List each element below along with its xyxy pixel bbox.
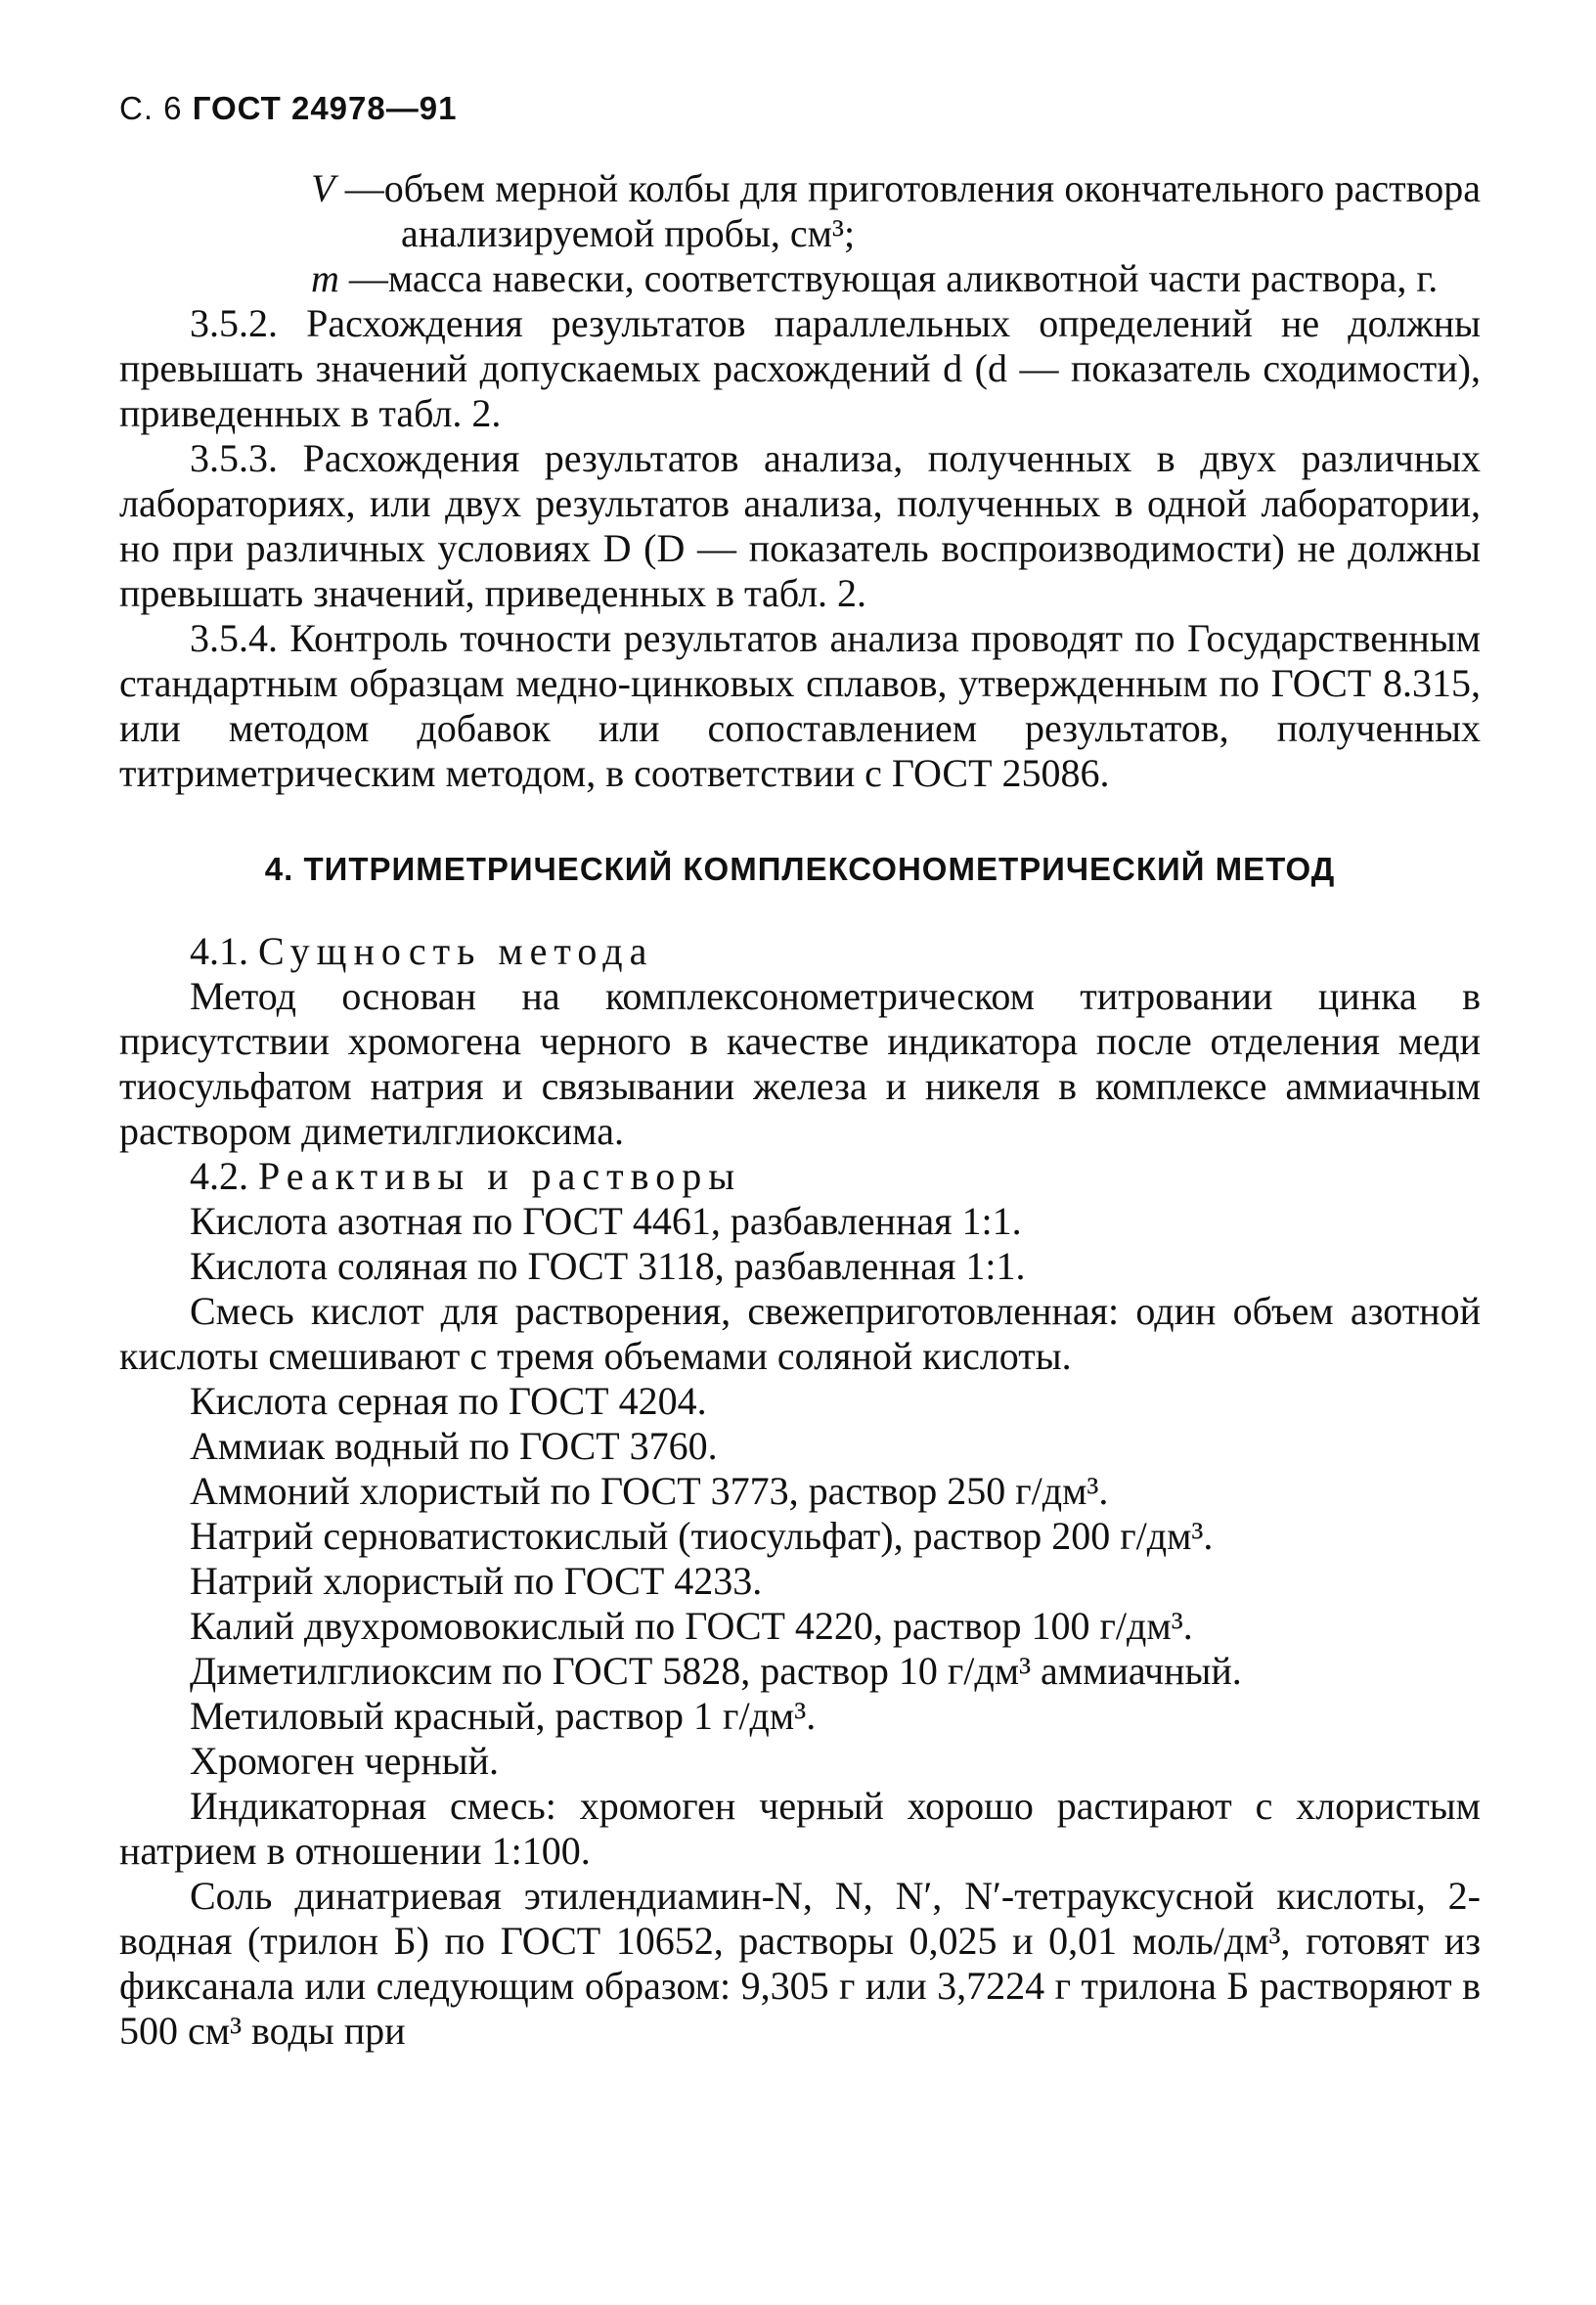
page-header bbox=[119, 90, 457, 127]
subsection-number: 4.2. bbox=[190, 1154, 248, 1198]
reagent-item: Диметилглиоксим по ГОСТ 5828, раствор 10 г/дм³ аммиачный. bbox=[190, 1649, 1242, 1693]
reagent-item: Кислота соляная по ГОСТ 3118, разбавленная 1:1. bbox=[190, 1244, 1026, 1288]
page-number: С. 6 bbox=[119, 90, 183, 126]
reagent-item: Метиловый красный, раствор 1 г/дм³. bbox=[190, 1694, 817, 1738]
subsection-number: 4.1. bbox=[190, 929, 248, 973]
definition-symbol: m bbox=[311, 256, 339, 300]
definition-volume bbox=[119, 166, 1481, 256]
paragraph-3-5-2: 3.5.2. Расхождения результатов параллельных определений не должны превышать значений допускаемых расхождений d (d — показатель сходимости), приведенных в табл. 2. bbox=[119, 301, 1481, 435]
reagent-item: Соль динатриевая этилендиамин-N, N, N′, N′-тетрауксусной кислоты, 2-водная (трилон Б) по ГОСТ 10652, растворы 0,025 и 0,01 моль/дм³, готовят из фиксанала или следующим образом: 9,305 г или 3,7224 г трилона Б растворяют в 500 см³ воды при bbox=[119, 1874, 1481, 2053]
reagent-item: Калий двухромовокислый по ГОСТ 4220, раствор 100 г/дм³. bbox=[190, 1604, 1193, 1648]
reagent-item: Кислота азотная по ГОСТ 4461, разбавленная 1:1. bbox=[190, 1199, 1022, 1243]
reagent-item: Кислота серная по ГОСТ 4204. bbox=[190, 1379, 707, 1423]
paragraph-3-5-4: 3.5.4. Контроль точности результатов анализа проводят по Государственным стандартным образцам медно-цинковых сплавов, утвержденным по ГОСТ 8.315, или методом добавок или сопоставлением результатов, полученных титриметрическим методом, в соответствии с ГОСТ 25086. bbox=[119, 616, 1481, 795]
paragraph-3-5-3: 3.5.3. Расхождения результатов анализа, полученных в двух различных лабораториях, или двух результатов анализа, полученных в одной лаборатории, но при различных условиях D (D — показатель воспроизводимости) не должны превышать значений, приведенных в табл. 2. bbox=[119, 436, 1481, 615]
reagent-item: Хромоген черный. bbox=[190, 1739, 500, 1783]
method-description: Метод основан на комплексонометрическом титровании цинка в присутствии хромогена черного в качестве индикатора после отделения меди тиосульфатом натрия и связывании железа и никеля в комплексе аммиачным раствором диметилглиоксима. bbox=[119, 974, 1481, 1153]
reagent-item: Аммоний хлористый по ГОСТ 3773, раствор 250 г/дм³. bbox=[190, 1469, 1109, 1513]
reagent-item: Смесь кислот для растворения, свежеприготовленная: один объем азотной кислоты смешивают с тремя объемами соляной кислоты. bbox=[119, 1289, 1481, 1378]
subsection-heading-4-2 bbox=[119, 1154, 1481, 1199]
section-heading: 4. ТИТРИМЕТРИЧЕСКИЙ КОМПЛЕКСОНОМЕТРИЧЕСКИЙ МЕТОД bbox=[264, 851, 1336, 887]
document-code: ГОСТ 24978—91 bbox=[192, 90, 458, 126]
page-body bbox=[119, 166, 1481, 2054]
subsection-heading-4-1 bbox=[119, 929, 1481, 974]
definition-symbol: V bbox=[311, 166, 335, 210]
definition-text: —объем мерной колбы для приготовления окончательного раствора анализируемой пробы, см³; bbox=[334, 166, 1481, 255]
subsection-title: Реактивы и растворы bbox=[258, 1154, 742, 1198]
reagent-item: Индикаторная смесь: хромоген черный хорошо растирают с хлористым натрием в отношении 1:100. bbox=[119, 1784, 1481, 1873]
reagent-item: Аммиак водный по ГОСТ 3760. bbox=[190, 1424, 718, 1468]
reagent-item: Натрий хлористый по ГОСТ 4233. bbox=[190, 1559, 763, 1603]
definition-mass bbox=[119, 256, 1481, 301]
subsection-title: Сущность метода bbox=[258, 929, 654, 973]
definition-text: —масса навески, соответствующая аликвотной части раствора, г. bbox=[338, 256, 1439, 300]
reagent-item: Натрий серноватистокислый (тиосульфат), раствор 200 г/дм³. bbox=[190, 1514, 1214, 1558]
